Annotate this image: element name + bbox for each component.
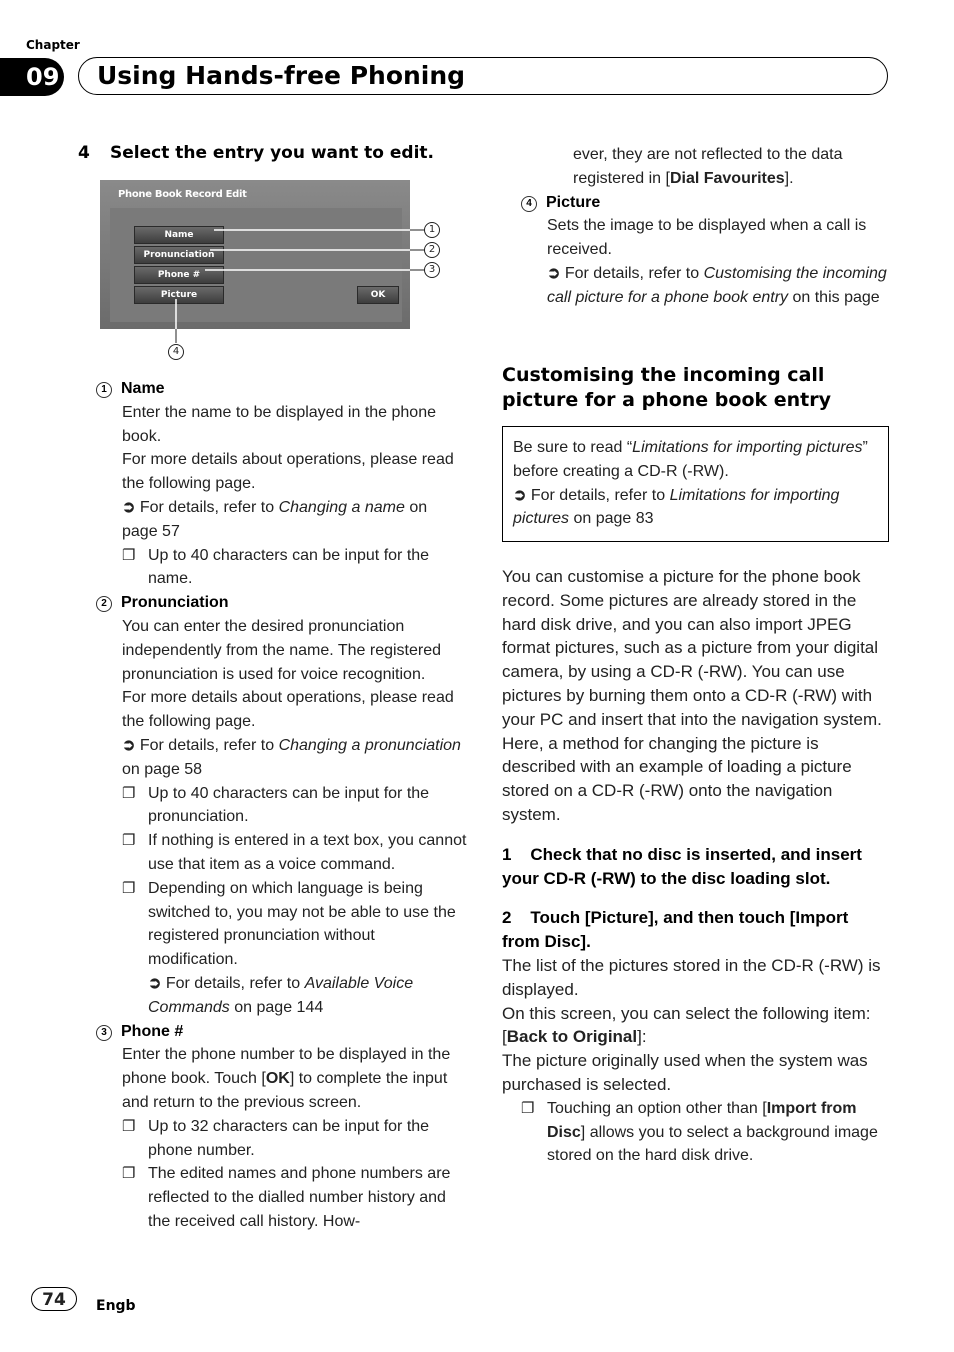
section-heading: Customising the incoming call picture for a phone book entry xyxy=(502,364,832,411)
pronunciation-heading-text: Pronunciation xyxy=(121,594,229,612)
picture-heading xyxy=(521,191,887,215)
step-number: 2 xyxy=(502,908,512,928)
note-a: Touching an option other than [ xyxy=(547,1099,767,1117)
screen-title: Phone Book Record Edit xyxy=(118,189,247,200)
arrow-icon: ➲ xyxy=(148,974,162,992)
phone-body-a: Enter the phone number to be displayed in the phone book. Touch [ xyxy=(122,1046,451,1088)
checkbox-icon: ❐ xyxy=(521,1099,535,1117)
ref-link[interactable]: Limitations for importing pictures xyxy=(513,486,840,528)
name-ref xyxy=(122,496,467,544)
ref-link[interactable]: Changing a pronunciation xyxy=(278,736,461,754)
step-2-body-2: On this screen, you can select the following item: xyxy=(502,1003,871,1023)
callout-3: 3 xyxy=(424,262,440,278)
step-text: Select the entry you want to edit. xyxy=(110,143,435,163)
ref-prefix: For details, refer to xyxy=(165,974,305,992)
picture-ref xyxy=(547,262,887,310)
right-column-body xyxy=(502,565,890,1168)
arrow-icon: ➲ xyxy=(122,736,136,754)
name-note-1 xyxy=(122,544,467,592)
phone-note-2 xyxy=(122,1162,467,1233)
back-to-original: Back to Original xyxy=(506,1027,638,1047)
checkbox-icon: ❐ xyxy=(122,546,136,564)
step-2 xyxy=(502,906,890,954)
pronunciation-note-2 xyxy=(122,829,467,877)
ref-link[interactable]: Available Voice Commands xyxy=(148,974,414,1016)
arrow-icon: ➲ xyxy=(122,498,136,516)
note-text: If nothing is entered in a text box, you cannot use that item as a voice command. xyxy=(148,832,467,873)
note-box-text xyxy=(513,436,879,484)
step-text: Check that no disc is inserted, and insert your CD-R (-RW) to the disc loading slot. xyxy=(502,844,862,888)
circled-3: 3 xyxy=(96,1025,112,1041)
step-text: Touch [Picture], and then touch [Import from Disc]. xyxy=(502,908,849,952)
back-to-original-label: [Back to Original]: xyxy=(502,1027,647,1047)
pronunciation-heading xyxy=(96,591,467,615)
phone-body-b: ] to complete the input and return to the previous screen. xyxy=(122,1070,448,1111)
name-heading xyxy=(96,377,467,401)
note-b: ” before creating a CD-R (-RW). xyxy=(513,439,868,480)
checkbox-icon: ❐ xyxy=(122,832,136,850)
circled-2: 2 xyxy=(96,596,112,612)
screen-phone-button[interactable]: Phone # xyxy=(134,266,224,284)
phone-heading-text: Phone # xyxy=(121,1022,184,1040)
checkbox-icon: ❐ xyxy=(122,784,136,802)
ref-suffix: on this page xyxy=(788,288,880,306)
checkbox-icon: ❐ xyxy=(122,1165,136,1183)
name-body: Enter the name to be displayed in the phone book. xyxy=(122,403,436,445)
callout-4: 4 xyxy=(168,344,184,360)
ok-label: OK xyxy=(265,1070,290,1088)
step-number: 4 xyxy=(78,143,90,163)
intro-paragraph-1: You can customise a picture for the phone book record. Some pictures are already stored in the hard disk drive, and you can also import JPEG format pictures, such as a picture from your digital camera, by using a CD-R (-RW). You can use pictures by burning them onto a CD-R (-RW) with your PC and insert that into the navigation system. xyxy=(502,567,882,729)
picture-body: Sets the image to be displayed when a call is received. xyxy=(547,217,867,259)
circled-1: 1 xyxy=(96,382,112,398)
phone-note-1 xyxy=(122,1115,467,1163)
ref-prefix: For details, refer to xyxy=(139,736,279,754)
pronunciation-ref xyxy=(122,734,467,782)
continuation-text xyxy=(547,143,887,191)
arrow-icon: ➲ xyxy=(513,486,527,504)
chapter-label: Chapter xyxy=(26,38,80,52)
note-box-ref xyxy=(513,484,879,532)
import-note xyxy=(502,1097,890,1168)
language-label: Engb xyxy=(96,1298,136,1314)
note-text: Up to 40 characters can be input for the pronunciation. xyxy=(148,784,430,826)
cont-a: ever, they are not reflected to the data registered in [ xyxy=(573,146,843,187)
left-column xyxy=(101,377,467,1234)
note-title: Limitations for importing pictures xyxy=(632,439,863,456)
ref-suffix: on page 57 xyxy=(122,498,428,540)
ref-prefix: For details, refer to xyxy=(139,498,279,516)
note-b: ] allows you to select a background image stored on the hard disk drive. xyxy=(547,1123,878,1165)
note-text: Up to 40 characters can be input for the name. xyxy=(148,546,430,588)
import-from-disc-label: Import from Disc xyxy=(547,1099,857,1141)
note-text: Depending on which language is being switched to, you may not be able to use the registered pronunciation without modification. xyxy=(148,879,456,969)
callout-2: 2 xyxy=(424,242,440,258)
note-text: The edited names and phone numbers are reflected to the dialled number history and the received call history. How- xyxy=(148,1165,451,1230)
phone-body xyxy=(122,1043,467,1114)
circled-4: 4 xyxy=(521,196,537,212)
step-2-body-1: The list of the pictures stored in the CD-R (-RW) is displayed. xyxy=(502,955,881,999)
ref-link[interactable]: Customising the incoming call picture for a phone book entry xyxy=(547,264,887,306)
page-number: 74 xyxy=(31,1287,77,1311)
dial-favourites-label: Dial Favourites xyxy=(669,169,785,187)
picture-heading-text: Picture xyxy=(546,193,601,211)
ref-prefix: For details, refer to xyxy=(530,486,670,504)
intro-paragraph-2: Here, a method for changing the picture is described with an example of loading a picture stored on a CD-R (-RW) onto the navigation system. xyxy=(502,733,852,824)
name-more: For more details about operations, please read the following page. xyxy=(122,451,454,493)
callout-1: 1 xyxy=(424,222,440,238)
ref-suffix: on page 58 xyxy=(122,760,203,778)
screen-ok-button[interactable]: OK xyxy=(357,286,399,304)
note-text: Up to 32 characters can be input for the phone number. xyxy=(148,1117,430,1159)
pronunciation-note-3-ref xyxy=(122,972,467,1020)
note-a: Be sure to read “ xyxy=(513,439,633,456)
step-1 xyxy=(502,843,890,891)
checkbox-icon: ❐ xyxy=(122,1117,136,1135)
ref-suffix: on page 83 xyxy=(569,510,654,528)
checkbox-icon: ❐ xyxy=(122,879,136,897)
ref-link[interactable]: Changing a name xyxy=(278,498,405,516)
chapter-number: 09 xyxy=(0,58,64,96)
pronunciation-note-3 xyxy=(122,877,467,972)
pronunciation-more: For more details about operations, please read the following page. xyxy=(122,689,454,731)
screen-name-button[interactable]: Name xyxy=(134,226,224,244)
note-box xyxy=(502,426,889,542)
screen-picture-button[interactable]: Picture xyxy=(134,286,224,304)
screen-pronunciation-button[interactable]: Pronunciation xyxy=(134,246,224,264)
cont-b: ]. xyxy=(784,169,794,187)
arrow-icon: ➲ xyxy=(547,264,561,282)
pronunciation-body: You can enter the desired pronunciation independently from the name. The registered pronunciation is used for voice recognition. xyxy=(122,617,442,683)
phone-heading xyxy=(96,1020,467,1044)
back-to-original-body: The picture originally used when the system was purchased is selected. xyxy=(502,1051,868,1094)
step-number: 1 xyxy=(502,844,512,864)
ref-suffix: on page 144 xyxy=(229,998,324,1016)
page-title: Using Hands-free Phoning xyxy=(97,61,466,90)
ref-prefix: For details, refer to xyxy=(564,264,704,282)
pronunciation-note-1 xyxy=(122,782,467,830)
name-heading-text: Name xyxy=(121,380,165,397)
right-column-top xyxy=(526,143,887,310)
